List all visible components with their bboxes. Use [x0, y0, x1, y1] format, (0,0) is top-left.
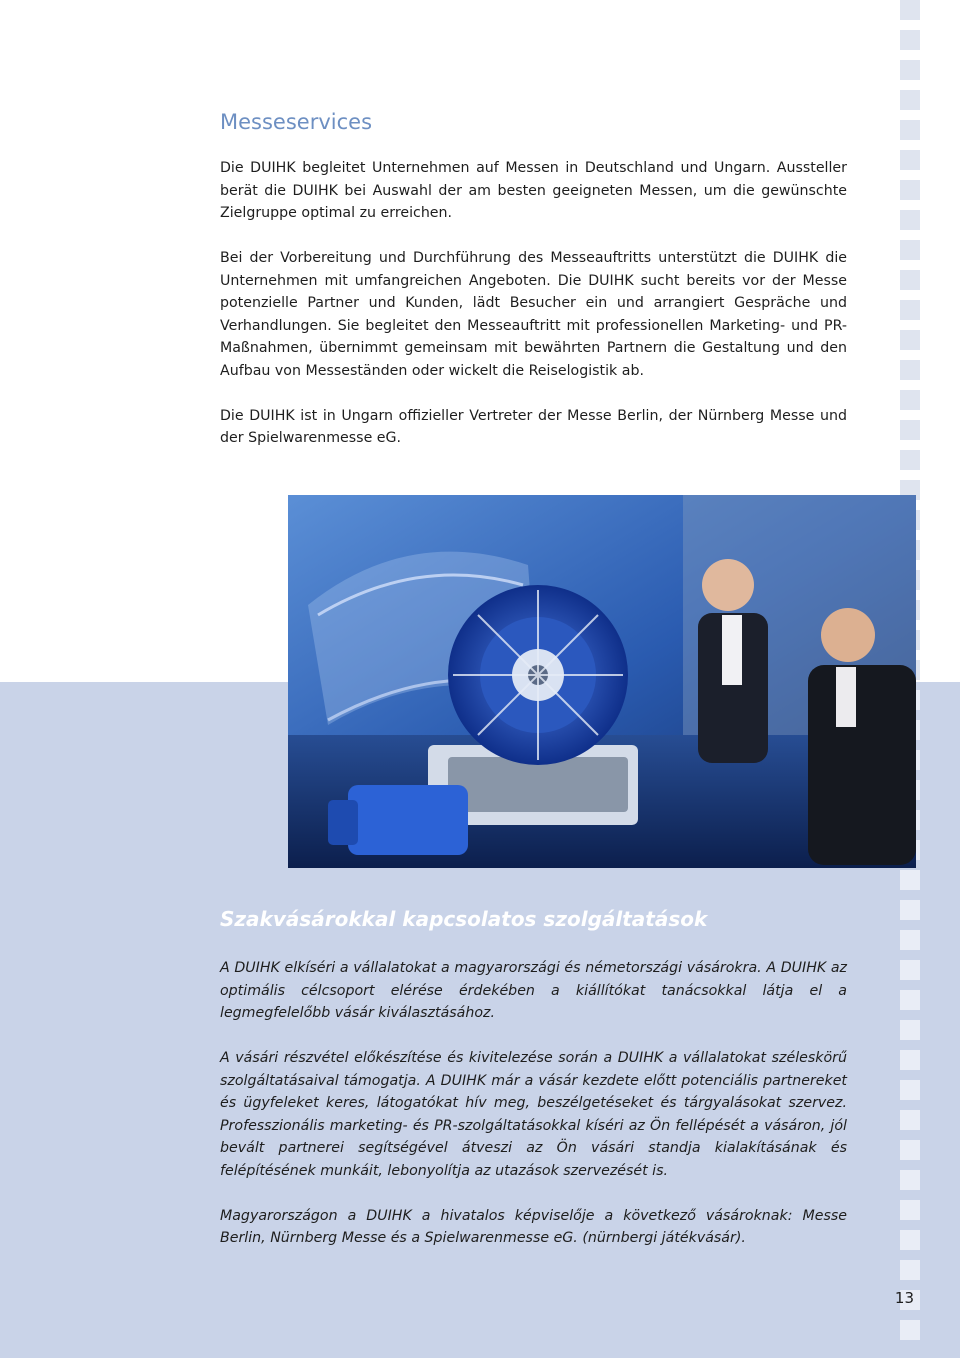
body-text-de [220, 157, 847, 472]
trade-fair-photo-illustration [288, 495, 916, 868]
paragraph-hu-1: A DUIHK elkíséri a vállalatokat a magyarországi és németországi vásárokra. A DUIHK az optimális célcsoport elérése érdekében a kiállítókat tanácsokkal látja el a legmegfelelőbb vásár kiválasztásához. [220, 960, 847, 1021]
paragraph-hu-3: Magyarországon a DUIHK a hivatalos képviselője a következő vásároknak: Messe Berlin, Nürnberg Messe és a Spielwarenmesse eG. (nürnbergi játékvásár). [220, 1207, 847, 1246]
decorative-square [900, 1260, 920, 1280]
decorative-square [900, 1200, 920, 1220]
body-text-hu [220, 957, 847, 1272]
decorative-square [900, 1320, 920, 1340]
decorative-square [900, 30, 920, 50]
decorative-square [900, 360, 920, 380]
decorative-square [900, 1020, 920, 1040]
decorative-square [900, 1170, 920, 1190]
decorative-square [900, 330, 920, 350]
decorative-square [900, 900, 920, 920]
decorative-square [900, 1050, 920, 1070]
decorative-square [900, 1230, 920, 1250]
decorative-square [900, 270, 920, 290]
paragraph-hu-2: A vásári részvétel előkészítése és kivitelezése során a DUIHK a vállalatokat széleskörű szolgáltatásaival támogatja. A DUIHK már a vásár kezdete előtt potenciális partnereket és ügyfeleket keres, látogatókat hív meg, beszélgetéseket és tárgyalásokat szervez. Professzionális marketing- és PR-szolgáltatásokkal kíséri az Ön fellépését a vásáron, jól bevált partnerei segítségével átveszi az Ön vásári standja kialakításának és felépítésének munkáit, lebonyolítja az utazások szervezését is. [220, 1050, 847, 1179]
decorative-square [900, 870, 920, 890]
decorative-square [900, 120, 920, 140]
decorative-square [900, 0, 920, 20]
decorative-square [900, 180, 920, 200]
paragraph-de-2: Bei der Vorbereitung und Durchführung des Messeauftritts unterstützt die DUIHK die Unternehmen mit umfangreichen Angeboten. Die DUIHK sucht bereits vor der Messe potenzielle Partner und Kunden, lädt Besucher ein und arrangiert Gespräche und Verhandlungen. Sie begleitet den Messeauftritt mit professionellen Marketing- und PR-Maßnahmen, übernimmt gemeinsam mit bewährten Partnern die Gestaltung und den Aufbau von Messeständen oder wickelt die Reiselogistik ab. [220, 250, 847, 379]
decorative-square [900, 930, 920, 950]
decorative-square [900, 150, 920, 170]
section-title-de: Messeservices [220, 110, 373, 134]
decorative-square [900, 240, 920, 260]
decorative-square [900, 450, 920, 470]
decorative-square [900, 1110, 920, 1130]
decorative-square [900, 990, 920, 1010]
decorative-square [900, 960, 920, 980]
decorative-square [900, 60, 920, 80]
decorative-square [900, 90, 920, 110]
page-number: 13 [894, 1289, 914, 1307]
decorative-square [900, 300, 920, 320]
trade-fair-photo [288, 495, 916, 868]
section-title-hu: Szakvásárokkal kapcsolatos szolgáltatások [220, 907, 708, 931]
paragraph-de-1: Die DUIHK begleitet Unternehmen auf Messen in Deutschland und Ungarn. Aussteller berät die DUIHK bei Auswahl der am besten geeigneten Messen, um die gewünschte Zielgruppe optimal zu erreichen. [220, 160, 847, 221]
decorative-square [900, 1080, 920, 1100]
decorative-square [900, 1140, 920, 1160]
decorative-square [900, 210, 920, 230]
paragraph-de-3: Die DUIHK ist in Ungarn offizieller Vertreter der Messe Berlin, der Nürnberg Messe und der Spielwarenmesse eG. [220, 407, 847, 446]
decorative-square [900, 390, 920, 410]
decorative-square [900, 420, 920, 440]
